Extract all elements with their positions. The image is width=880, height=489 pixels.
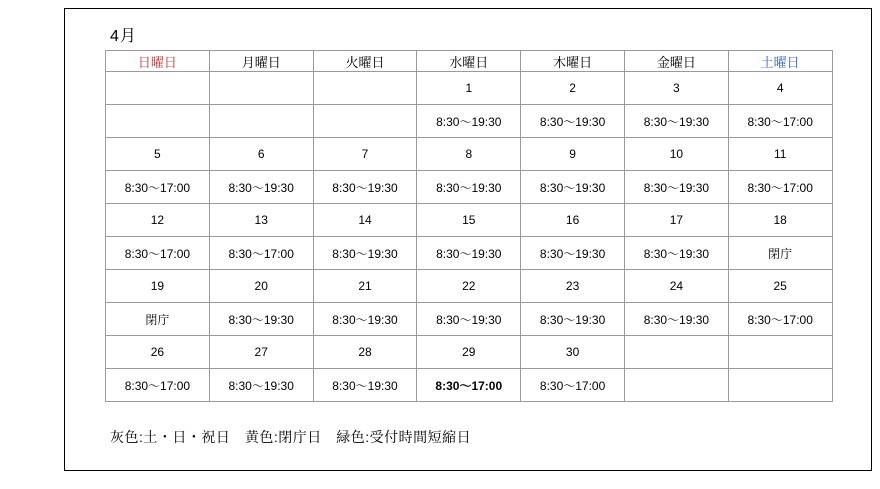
table-row [106, 270, 833, 303]
hours-cell: 8:30〜17:00 [417, 369, 521, 402]
date-cell: 13 [209, 204, 313, 237]
date-cell: 28 [313, 336, 417, 369]
column-header-sunday: 日曜日 [106, 51, 210, 72]
date-cell: 26 [106, 336, 210, 369]
table-row [106, 303, 833, 336]
date-cell: 15 [417, 204, 521, 237]
hours-cell: 8:30〜19:30 [209, 369, 313, 402]
hours-cell: 8:30〜17:00 [728, 171, 832, 204]
hours-cell: 8:30〜19:30 [313, 369, 417, 402]
date-cell: 4 [728, 72, 832, 105]
date-cell: 2 [521, 72, 625, 105]
date-cell: 1 [417, 72, 521, 105]
hours-cell: 8:30〜19:30 [313, 237, 417, 270]
date-cell [313, 72, 417, 105]
date-cell: 17 [624, 204, 728, 237]
table-row [106, 237, 833, 270]
column-header-wednesday: 水曜日 [417, 51, 521, 72]
hours-cell [209, 105, 313, 138]
date-cell: 16 [521, 204, 625, 237]
table-row [106, 105, 833, 138]
date-cell: 11 [728, 138, 832, 171]
calendar-table [105, 50, 833, 402]
table-row [106, 336, 833, 369]
hours-cell: 8:30〜17:00 [728, 105, 832, 138]
date-cell: 6 [209, 138, 313, 171]
table-row [106, 204, 833, 237]
date-cell: 9 [521, 138, 625, 171]
hours-cell: 8:30〜19:30 [624, 105, 728, 138]
closed-cell: 閉庁 [106, 303, 210, 336]
closed-cell: 閉庁 [728, 237, 832, 270]
column-header-saturday: 土曜日 [728, 51, 832, 72]
date-cell: 25 [728, 270, 832, 303]
date-cell [106, 72, 210, 105]
table-row [106, 72, 833, 105]
hours-cell: 8:30〜19:30 [417, 105, 521, 138]
date-cell: 21 [313, 270, 417, 303]
table-row [106, 138, 833, 171]
hours-cell: 8:30〜19:30 [417, 303, 521, 336]
date-cell: 24 [624, 270, 728, 303]
column-header-tuesday: 火曜日 [313, 51, 417, 72]
hours-cell: 8:30〜17:00 [106, 237, 210, 270]
calendar-frame [64, 8, 872, 471]
date-cell: 27 [209, 336, 313, 369]
date-cell: 20 [209, 270, 313, 303]
column-header-monday: 月曜日 [209, 51, 313, 72]
date-cell: 10 [624, 138, 728, 171]
page-title: 4月 [110, 28, 137, 45]
table-row [106, 171, 833, 204]
hours-cell: 8:30〜19:30 [313, 171, 417, 204]
hours-cell: 8:30〜17:00 [209, 237, 313, 270]
date-cell: 8 [417, 138, 521, 171]
hours-cell: 8:30〜19:30 [313, 303, 417, 336]
date-cell: 7 [313, 138, 417, 171]
date-cell [624, 336, 728, 369]
hours-cell [106, 105, 210, 138]
legend-text: 灰色:土・日・祝日 黄色:閉庁日 緑色:受付時間短縮日 [110, 429, 472, 445]
hours-cell: 8:30〜19:30 [209, 171, 313, 204]
date-cell: 22 [417, 270, 521, 303]
date-cell: 5 [106, 138, 210, 171]
hours-cell: 8:30〜19:30 [624, 237, 728, 270]
hours-cell: 8:30〜17:00 [728, 303, 832, 336]
hours-cell: 8:30〜17:00 [106, 369, 210, 402]
hours-cell: 8:30〜19:30 [209, 303, 313, 336]
date-cell: 19 [106, 270, 210, 303]
hours-cell [728, 369, 832, 402]
hours-cell: 8:30〜19:30 [417, 171, 521, 204]
table-row [106, 369, 833, 402]
date-cell: 30 [521, 336, 625, 369]
date-cell: 3 [624, 72, 728, 105]
date-cell: 23 [521, 270, 625, 303]
column-header-thursday: 木曜日 [521, 51, 625, 72]
hours-cell: 8:30〜19:30 [521, 105, 625, 138]
date-cell [209, 72, 313, 105]
hours-cell: 8:30〜19:30 [624, 171, 728, 204]
date-cell: 12 [106, 204, 210, 237]
hours-cell: 8:30〜19:30 [521, 237, 625, 270]
date-cell: 18 [728, 204, 832, 237]
hours-cell [624, 369, 728, 402]
hours-cell: 8:30〜19:30 [624, 303, 728, 336]
table-header-row [106, 51, 833, 72]
hours-cell [313, 105, 417, 138]
date-cell: 29 [417, 336, 521, 369]
hours-cell: 8:30〜19:30 [521, 303, 625, 336]
hours-cell: 8:30〜17:00 [106, 171, 210, 204]
hours-cell: 8:30〜19:30 [521, 171, 625, 204]
hours-cell: 8:30〜17:00 [521, 369, 625, 402]
date-cell [728, 336, 832, 369]
date-cell: 14 [313, 204, 417, 237]
column-header-friday: 金曜日 [624, 51, 728, 72]
hours-cell: 8:30〜19:30 [417, 237, 521, 270]
